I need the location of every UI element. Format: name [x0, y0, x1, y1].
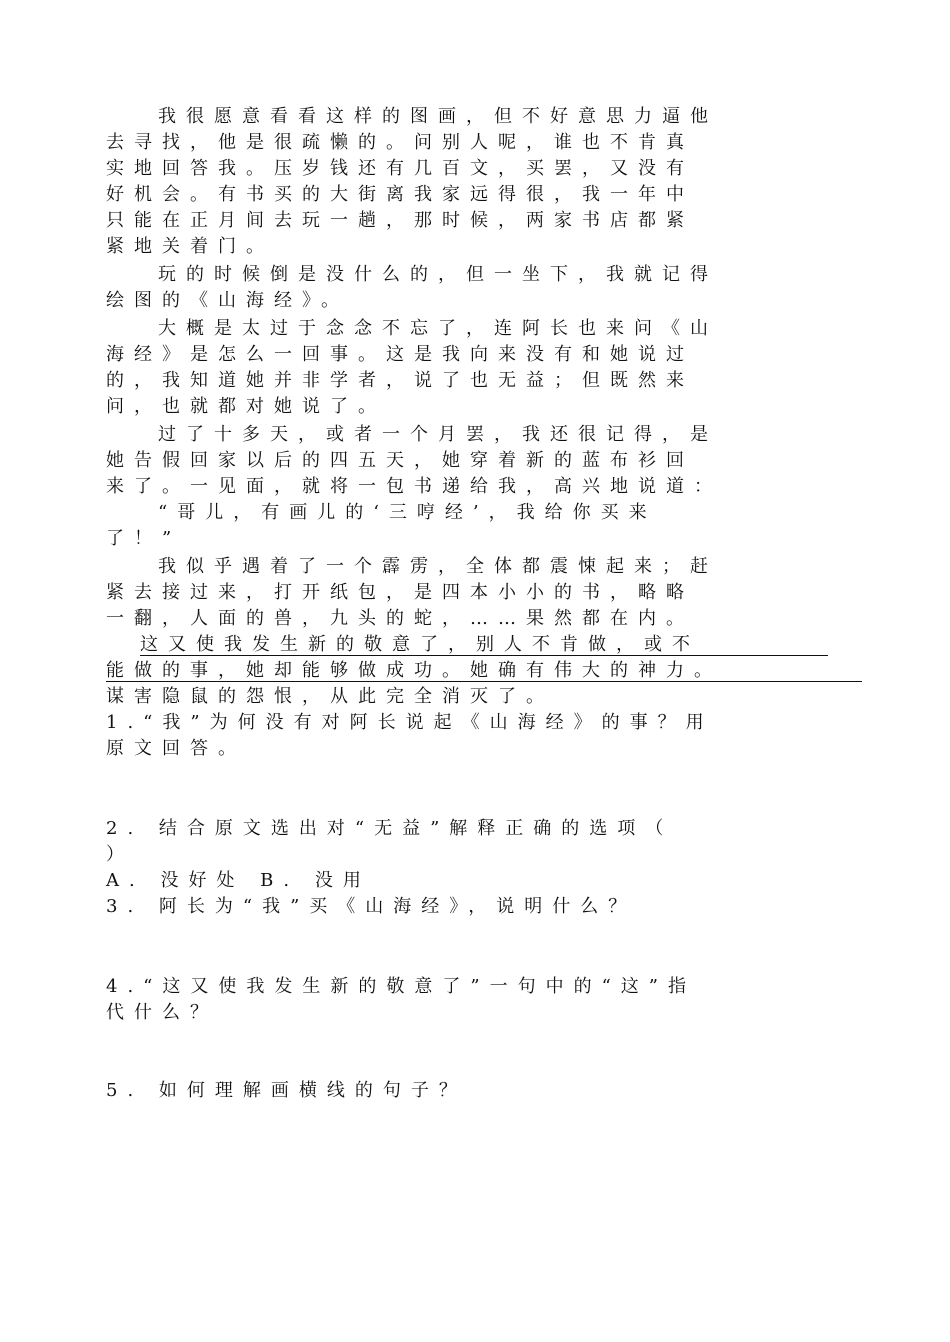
question-5: 5. 如何理解画横线的句子？ — [106, 1080, 467, 1101]
underline-rule — [106, 681, 862, 682]
passage-line: 我似乎遇着了一个霹雳，全体都震悚起来；赶 — [158, 556, 718, 577]
question-2: 2. 结合原文选出对“无益”解释正确的选项（ — [106, 818, 674, 839]
passage-line: 过了十多天，或者一个月罢，我还很记得，是 — [158, 424, 718, 445]
question-4-cont: 代什么？ — [106, 1002, 218, 1023]
passage-line: 紧地关着门。 — [106, 236, 274, 257]
passage-line: 海经》是怎么一回事。这是我向来没有和她说过 — [106, 344, 694, 365]
question-1: 1.“我”为何没有对阿长说起《山海经》的事？用 — [106, 712, 714, 733]
underline-rule — [140, 655, 828, 656]
passage-line: 问，也就都对她说了。 — [106, 396, 386, 417]
question-2-cont: ） — [106, 844, 134, 865]
passage-line: 的，我知道她并非学者，说了也无益；但既然来 — [106, 370, 694, 391]
passage-line: 来了。一见面，就将一包书递给我，高兴地说道： — [106, 476, 722, 497]
question-3: 3. 阿长为“我”买《山海经》，说明什么？ — [106, 896, 637, 917]
passage-line: 绘图的《山海经》。 — [106, 290, 349, 311]
passage-line: 只能在正月间去玩一趟，那时候，两家书店都紧 — [106, 210, 694, 231]
passage-line: “哥儿，有画儿的‘三哼经’，我给你买来 — [158, 502, 657, 523]
passage-line: 紧去接过来，打开纸包，是四本小小的书，略略 — [106, 582, 694, 603]
passage-line: 玩的时候倒是没什么的，但一坐下，我就记得 — [158, 264, 718, 285]
passage-line: 去寻找，他是很疏懒的。问别人呢，谁也不肯真 — [106, 132, 694, 153]
question-4: 4.“这又使我发生新的敬意了”一句中的“这”指 — [106, 976, 696, 997]
passage-line: 大概是太过于念念不忘了，连阿长也来问《山 — [158, 318, 718, 339]
passage-line: 实地回答我。压岁钱还有几百文，买罢，又没有 — [106, 158, 694, 179]
passage-line: 好机会。有书买的大街离我家远得很，我一年中 — [106, 184, 694, 205]
question-2-options: A. 没好处 B. 没用 — [106, 870, 371, 891]
underlined-sentence-line: 这又使我发生新的敬意了，别人不肯做，或不 — [140, 634, 700, 655]
passage-line: 谋害隐鼠的怨恨，从此完全消灭了。 — [106, 686, 554, 707]
passage-line: 我很愿意看看这样的图画，但不好意思力逼他 — [158, 106, 718, 127]
passage-line: 她告假回家以后的四五天，她穿着新的蓝布衫回 — [106, 450, 694, 471]
passage-line: 了！” — [106, 528, 182, 549]
question-1-cont: 原文回答。 — [106, 738, 246, 759]
passage-line: 一翻，人面的兽，九头的蛇，……果然都在内。 — [106, 608, 694, 629]
underlined-sentence-line: 能做的事，她却能够做成功。她确有伟大的神力。 — [106, 660, 722, 681]
